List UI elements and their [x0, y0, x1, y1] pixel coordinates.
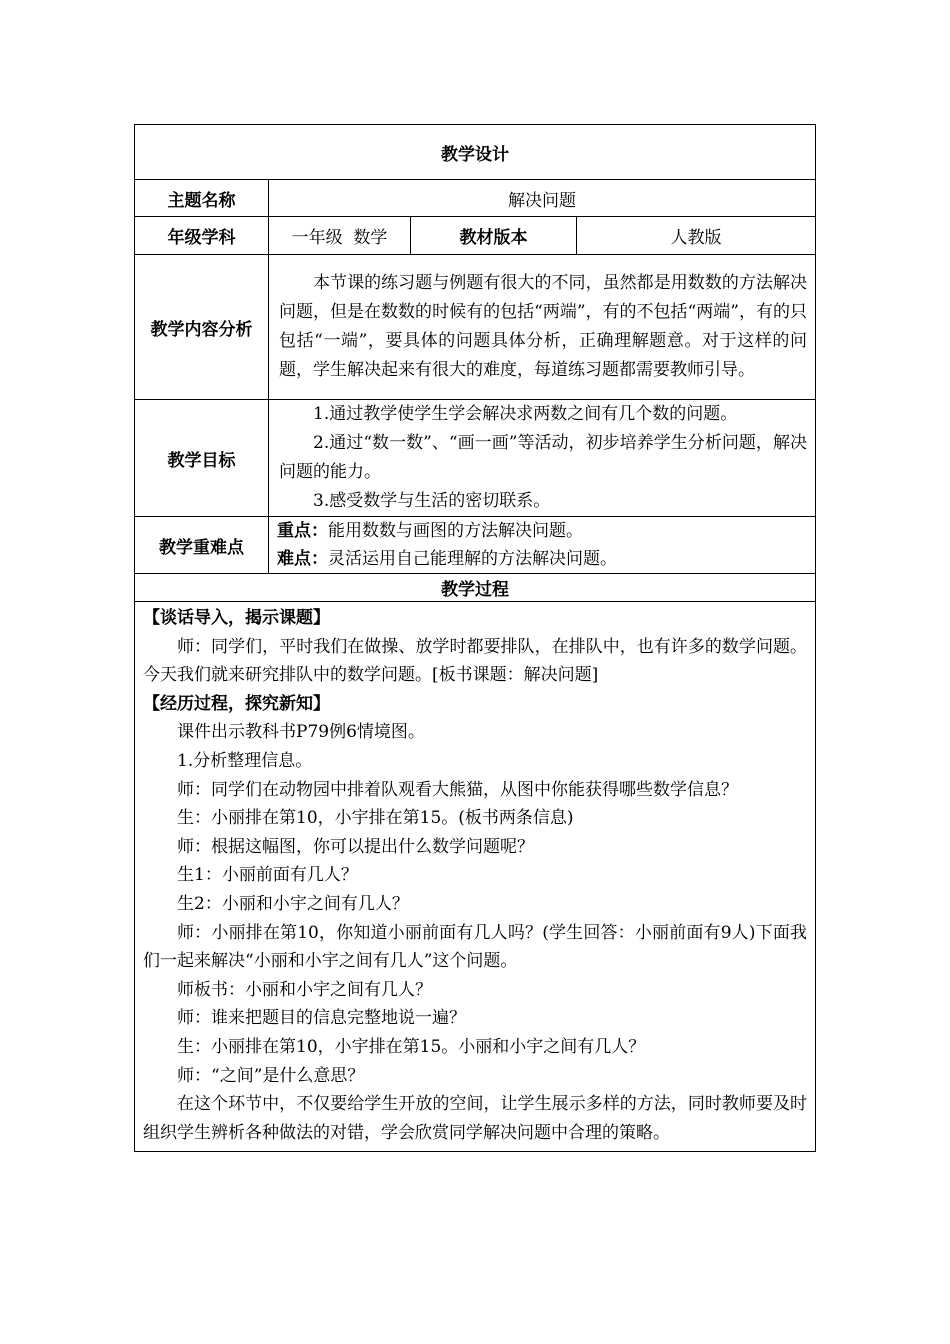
process-line: 生2：小丽和小宇之间有几人？	[177, 893, 409, 914]
grade-value: 一年级 数学	[269, 217, 411, 255]
process-line: 1.分析整理信息。	[177, 750, 313, 771]
difficulty-tag: 难点：	[277, 549, 328, 569]
process-paragraph: 师：同学们，平时我们在做操、放学时都要排队，在排队中，也有许多的数学问题。今天我们就来研究排队中的数学问题。[板书课题：解决问题]	[143, 636, 807, 686]
goals-label: 教学目标	[135, 400, 269, 517]
process-line: 师板书：小丽和小宇之间有几人？	[177, 979, 432, 1000]
edition-label: 教材版本	[411, 217, 577, 255]
goal-item: 3.感受数学与生活的密切联系。	[313, 491, 551, 511]
section-heading: 【谈话导入，揭示课题】	[143, 608, 330, 628]
process-line: 师：根据这幅图，你可以提出什么数学问题呢？	[177, 836, 534, 857]
section-heading: 【经历过程，探究新知】	[143, 693, 330, 714]
difficulty-line	[269, 545, 815, 573]
lesson-plan-table	[134, 124, 816, 1152]
goal-item: 2.通过“数一数”、“画一画”等活动，初步培养学生分析问题，解决问题的能力。	[279, 433, 807, 482]
process-line: 生：小丽排在第10，小宇排在第15。(板书两条信息)	[177, 808, 574, 829]
content-analysis-text: 本节课的练习题与例题有很大的不同，虽然都是用数数的方法解决问题，但是在数数的时候有的包括“两端”，有的不包括“两端”，有的只包括“一端”，要具体的问题具体分析，正确理解题意。对于这样的问题，学生解决起来有很大的难度，每道练习题都需要教师引导。	[279, 273, 807, 380]
grade-label: 年级学科	[135, 217, 269, 255]
key-point-tag: 重点：	[277, 521, 328, 541]
difficulty-text: 灵活运用自己能理解的方法解决问题。	[328, 549, 617, 569]
process-content	[135, 602, 816, 1152]
topic-value: 解决问题	[269, 180, 816, 217]
goal-item: 1.通过教学使学生学会解决求两数之间有几个数的问题。	[313, 404, 738, 424]
process-heading: 教学过程	[135, 574, 816, 602]
key-point-text: 能用数数与画图的方法解决问题。	[328, 521, 583, 541]
process-line: 在这个环节中，不仅要给学生开放的空间，让学生展示多样的方法，同时教师要及时组织学生辨析各种做法的对错，学会欣赏同学解决问题中合理的策略。	[143, 1094, 807, 1143]
topic-label: 主题名称	[135, 180, 269, 217]
edition-value: 人教版	[577, 217, 816, 255]
content-analysis-label: 教学内容分析	[135, 255, 269, 400]
process-line: 师：谁来把题目的信息完整地说一遍？	[177, 1008, 466, 1029]
process-line: 课件出示教科书P79例6情境图。	[177, 722, 425, 743]
goals-cell	[269, 400, 816, 517]
process-line: 生1：小丽前面有几人？	[177, 865, 358, 886]
process-line: 生：小丽排在第10，小宇排在第15。小丽和小宇之间有几人？	[177, 1036, 646, 1057]
content-analysis-cell	[269, 255, 816, 400]
process-line: 师：同学们在动物园中排着队观看大熊猫，从图中你能获得哪些数学信息？	[177, 779, 738, 800]
key-point-line	[269, 517, 815, 545]
process-line: 师：“之间”是什么意思？	[177, 1065, 365, 1086]
key-points-label: 教学重难点	[135, 517, 269, 574]
key-points-cell	[269, 517, 816, 574]
process-line: 师：小丽排在第10，你知道小丽前面有几人吗？(学生回答：小丽前面有9人)下面我们一起来解决“小丽和小宇之间有几人”这个问题。	[143, 922, 807, 972]
lesson-plan-page	[134, 124, 815, 1152]
document-title: 教学设计	[135, 125, 816, 180]
